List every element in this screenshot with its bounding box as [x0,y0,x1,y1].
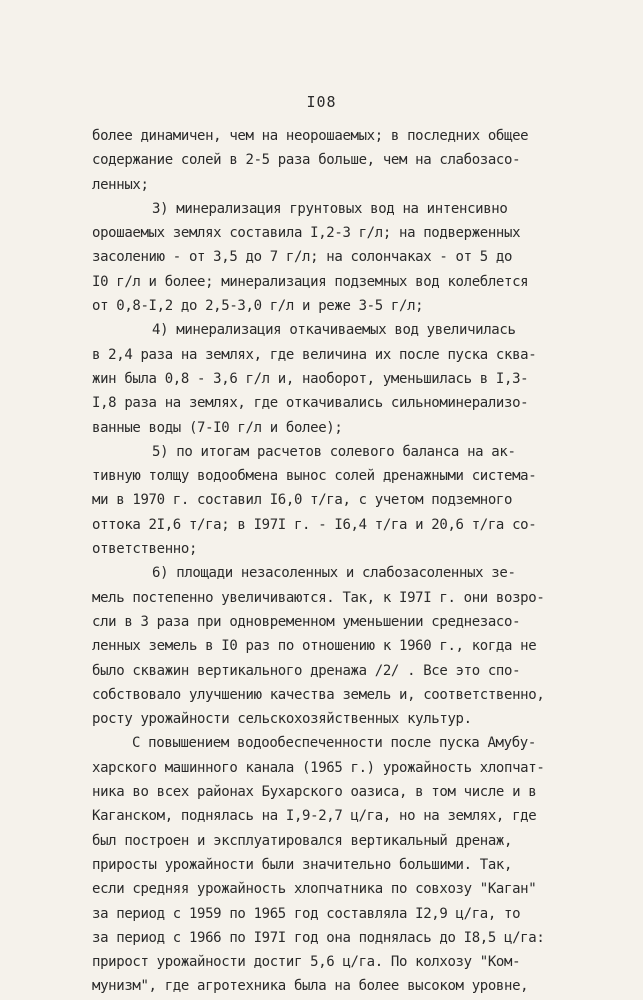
text-line: за период с 1966 по I97I год она поднялась до I8,5 ц/га: [92,929,545,946]
text-line: 4) минерализация откачиваемых вод увеличилась [152,322,516,339]
text-line: жин была 0,8 - 3,6 г/л и, наоборот, уменьшилась в I,3- [92,370,529,387]
text-line: мель постепенно увеличиваются. Так, к I97I г. они возро- [92,589,545,606]
text-line: I0 г/л и более; минерализация подземных вод колеблется [92,273,529,290]
text-line: ванные воды (7-I0 г/л и более); [92,419,343,436]
text-line: орошаемых землях составила I,2-3 г/л; на подверженных [92,225,521,242]
text-line: был построен и эксплуатировался вертикальный дренаж, [92,832,513,849]
text-line: приросты урожайности были значительно большими. Так, [92,856,513,873]
text-line: харского машинного канала (1965 г.) урожайность хлопчат- [92,759,545,776]
text-line: С повышением водообеспеченности после пуска Амубу- [132,735,536,752]
text-line: ленных земель в I0 раз по отношению к 1960 г., когда не [92,638,537,655]
text-line: содержание солей в 2-5 раза больше, чем на слабозасо- [92,152,521,169]
text-line: за период с 1959 по 1965 год составляла I2,9 ц/га, то [92,905,521,922]
text-line: если средняя урожайность хлопчатника по совхозу "Каган" [92,881,537,898]
text-line: в 2,4 раза на землях, где величина их после пуска сква- [92,346,537,363]
text-line: было скважин вертикального дренажа /2/ . Все это спо- [92,662,521,679]
text-line: I,8 раза на землях, где откачивались сильноминерализо- [92,395,529,412]
text-line: от 0,8-I,2 до 2,5-3,0 г/л и реже 3-5 г/л; [92,298,424,315]
text-line: ника во всех районах Бухарского оазиса, в том числе и в [92,784,537,801]
text-line: росту урожайности сельскохозяйственных культур. [92,711,472,728]
text-line: Каганском, поднялась на I,9-2,7 ц/га, но на землях, где [92,808,537,825]
text-line: ленных; [92,176,149,193]
body-text [92,124,612,999]
text-line: 5) по итогам расчетов солевого баланса на ак- [152,443,516,460]
text-line: оттока 2I,6 т/га; в I97I г. - I6,4 т/га и 20,6 т/га со- [92,516,537,533]
text-line: засолению - от 3,5 до 7 г/л; на солончаках - от 5 до [92,249,513,266]
text-line: 3) минерализация грунтовых вод на интенсивно [152,200,508,217]
text-line: прирост урожайности достиг 5,6 ц/га. По колхозу "Ком- [92,954,521,971]
text-line: ми в 1970 г. составил I6,0 т/га, с учетом подземного [92,492,513,509]
page-number: I08 [306,93,337,111]
text-line: мунизм", где агротехника была на более высоком уровне, [92,978,529,995]
text-line: сли в 3 раза при одновременном уменьшении среднезасо- [92,613,521,630]
text-line: ответственно; [92,541,198,558]
text-line: более динамичен, чем на неорошаемых; в последних общее [92,128,529,144]
text-line: 6) площади незасоленных и слабозасоленных зе- [152,565,516,582]
text-line: собствовало улучшению качества земель и, соответственно, [92,686,545,703]
text-line: тивную толщу водообмена вынос солей дренажными система- [92,468,537,485]
